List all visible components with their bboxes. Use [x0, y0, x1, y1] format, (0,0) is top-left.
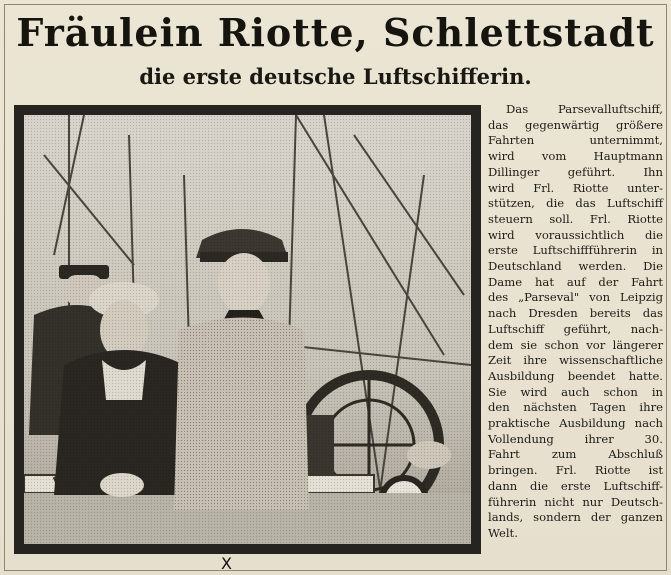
article-line: Das Parsevalluftschiff,	[506, 102, 663, 116]
top-border-rule	[4, 4, 667, 5]
article-line: Dame hat auf der Fahrt	[488, 274, 663, 289]
article-line: Sie wird auch schon in	[488, 384, 663, 399]
halftone-photograph	[14, 105, 481, 573]
article-line: wird vom Hauptmann	[488, 149, 663, 164]
article-line: lands, sondern der ganzen	[488, 510, 663, 525]
article-line: Fahrt zum Abschluß	[488, 447, 663, 462]
article-line: Ausbildung beendet hatte.	[488, 368, 663, 383]
article-line: erste Luftschiffführerin in	[488, 243, 663, 258]
bottom-border-rule	[4, 570, 667, 571]
right-border-rule	[666, 4, 667, 571]
article-line: stützen, die das Luftschiff	[488, 196, 663, 211]
article-line: dem sie schon vor längerer	[488, 337, 663, 352]
airship-gondola-scene	[24, 115, 471, 544]
article-line: dann die erste Luftschiff-	[488, 478, 663, 493]
left-border-rule	[4, 4, 5, 571]
article-line: Luftschiff geführt, nach-	[488, 321, 663, 336]
article-line: des „Parseval" von Leipzig	[488, 290, 663, 305]
article-line: wird Frl. Riotte unter-	[488, 180, 663, 195]
headline: Fräulein Riotte, Schlettstadt	[16, 10, 655, 55]
article-line: Welt.	[488, 525, 518, 540]
article-line: führerin nicht nur Deutsch-	[488, 494, 663, 509]
article-line: das gegenwärtig größere	[488, 117, 663, 132]
article-line: bringen. Frl. Riotte ist	[488, 463, 663, 478]
article-text	[488, 102, 663, 542]
article-line: steuern soll. Frl. Riotte	[488, 211, 663, 226]
subheadline: die erste deutsche Luftschifferin.	[139, 64, 532, 89]
article-line: Deutschland werden. Die	[488, 259, 663, 274]
x-mark-label: X	[221, 554, 232, 573]
article-line: praktische Ausbildung nach	[488, 416, 663, 431]
article-line: Fahrten unternimmt,	[488, 133, 663, 148]
article-line: wird voraussichtlich die	[488, 227, 663, 242]
article-line: Zeit ihre wissenschaftliche	[488, 353, 663, 368]
article-line: nach Dresden bereits das	[488, 306, 663, 321]
article-line: Dillinger geführt. Ihn	[488, 164, 663, 179]
article-line: den nächsten Tagen ihre	[488, 400, 663, 415]
article-line: Vollendung ihrer 30.	[488, 431, 663, 446]
